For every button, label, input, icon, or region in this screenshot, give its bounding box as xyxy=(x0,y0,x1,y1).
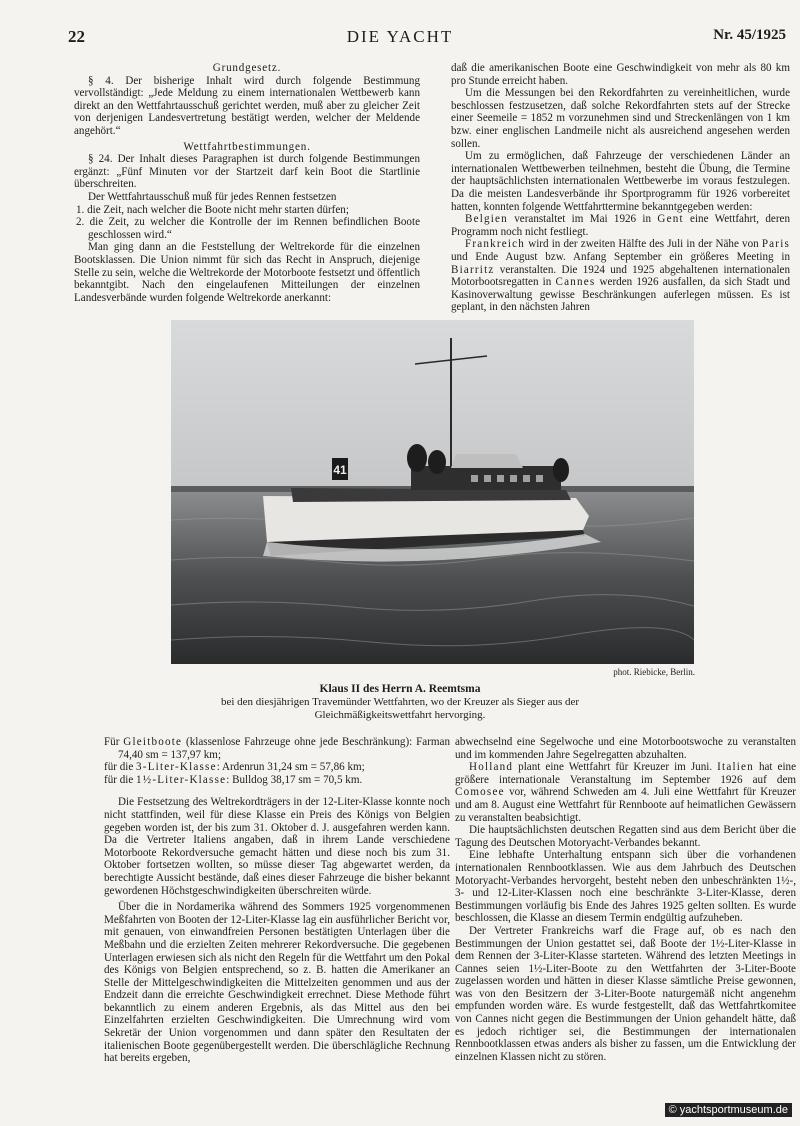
text-run: für die xyxy=(104,773,137,786)
paragraph: Der Vertreter Frankreichs warf die Frage auf, ob es nach den Bestimmungen der Union gestattet sei, daß Boote der 1½-Liter-Klasse in dem Rennen der 3-Liter-Klasse starteten. Während des letzten Meetings in Cannes seien 1½-Liter-Boote zu den Wettfahrten der 3-Liter-Boote zugelassen worden und hätten in dieser Klasse sämtliche Preise gewonnen, was von den Besitzern der 3-Liter-Boote naturgemäß nicht angenehm empfunden worden wäre. Es wurde festgestellt, daß das Wettfahrtkomitee von Cannes nicht gegen die Bestimmungen der Union gehandelt hätte, daß es jedoch richtiger sei, die Bestimmungen der internationalen Rennbootklassen etwas anders als bisher zu fassen, um die Entwicklung der einzelnen Klassen nicht zu stören. xyxy=(455,924,796,1063)
country-name: Belgien xyxy=(465,213,508,226)
city-name: Biarritz xyxy=(451,263,495,276)
column-top-right xyxy=(451,62,790,314)
city-name: Cannes xyxy=(555,276,596,289)
country-name: Frankreich xyxy=(465,238,526,251)
list-item: 1. die Zeit, nach welcher die Boote nicht mehr starten dürfen; xyxy=(76,203,349,216)
record-entry xyxy=(104,774,450,787)
paragraph: Die Festsetzung des Weltrekordträgers in der 12-Liter-Klasse konnte noch nicht stattfinden, weil für diese Klasse ein Preis des Königs von Belgien gegeben worden ist, der bis zum 31. Oktober d. J. ausgefahren werden kann. Da die Vertreter Italiens angaben, daß in ihrem Lande verschiedene Motorboote Rekordversuche gemacht hätten und diese noch bis zum 31. Oktober fortsetzen wollten, so müsse dieser Tag abgewartet werden, da berechtigte Aussicht bestände, daß eines dieser Fahrzeuge die bisher bekannt gewordenen Höchstgeschwindigkeiten überschreiten würde. xyxy=(104,796,450,897)
photo-credit: phot. Riebicke, Berlin. xyxy=(613,667,695,677)
city-name: Paris xyxy=(761,238,790,251)
country-name: Italien xyxy=(717,761,754,774)
class-name: 1½-Liter-Klasse xyxy=(136,773,227,786)
paragraph: § 24. Der Inhalt dieses Paragraphen ist durch folgende Bestimmungen ergänzt: „Fünf Minuten vor der Startzeit darf kein Boot die Startlinie überschreiten. xyxy=(74,153,420,191)
city-name: Gent xyxy=(657,213,684,226)
paragraph: Über die in Nordamerika während des Sommers 1925 vorgenommenen Meßfahrten von Booten der 12-Liter-Klasse lag ein ausführlicher Bericht vor, mit genauen, von einwandfreien Personen bestätigten Unterlagen über die Meßbahn und die erzielten Zeiten mehrerer Rekordversuche. Die gegebenen Unterlagen erwiesen sich als nicht den Regeln für die Wettfahrt um den Pokal des Königs von Belgien entsprechend, so z. B. hatten die Amerikaner an Stelle der Mittelgeschwindigkeiten die Mittelzeiten genommen und aus der Endzeit dann die erreichte Geschwindigkeit errechnet. Diese Methode führt bekanntlich zu einem anderen Ergebnis, als das Mittel aus den bei Einzelfahrten erzielten Geschwindigkeiten. Die Umrechnung wird vom Sekretär der Union vorgenommen und dann später den Resultaten der italienischen Boote gegenübergestellt werden. Die überschlägliche Rechnung hat bereits ergeben, xyxy=(104,901,450,1065)
lake-name: Comosee xyxy=(455,786,505,799)
boat-illustration xyxy=(171,320,694,664)
issue-number: Nr. 45/1925 xyxy=(713,27,786,43)
text-run: wird in der zweiten Hälfte des Juli in der Nähe von xyxy=(525,238,762,251)
paragraph: Eine lebhafte Unterhaltung entspann sich über die vorhandenen internationalen Rennbootklassen. Wie aus dem Jahrbuch des Deutschen Motoryacht-Verbandes hervorgeht, besteht neben den unbeschränkten 1½-, 3- und 12-Liter-Klassen noch eine beschränkte 3-Liter-Klasse, deren Bestimmungen vorläufig bis Ende des Jahres 1925 gelten sollten. Es wurde beschlossen, die Klasse an diesem Termin endgültig aufzuheben. xyxy=(455,849,796,925)
text-run: für die xyxy=(104,761,137,774)
paragraph: Um zu ermöglichen, daß Fahrzeuge der verschiedenen Länder an internationalen Wettbewerben teilnehmen, besteht die Übung, die Termine der hauptsächlichsten internationalen Wettbewerbe im voraus festzulegen. Da die meisten Landesverbände ihr Sportprogramm für 1926 vorbereitet hatten, konnten folgende Wettfahrttermine bekanntgegeben werden: xyxy=(451,150,790,213)
paragraph xyxy=(451,238,790,314)
paragraph: Die hauptsächlichsten deutschen Regatten sind aus dem Bericht über die Tagung des Deutschen Motoryacht-Verbandes bekannt. xyxy=(455,824,796,849)
text-run: und Ende August bzw. Anfang September ein größeres Meeting in xyxy=(451,250,790,263)
text-run: werden 1926 ausfallen, da sich Stadt und Kasinoverwaltung gewisse Beschränkungen auferlegen müssen. Es ist geplant, in den nächsten Jahren xyxy=(451,276,790,314)
paragraph: daß die amerikanischen Boote eine Geschwindigkeit von mehr als 80 km pro Stunde erreicht haben. xyxy=(451,62,790,87)
paragraph: § 4. Der bisherige Inhalt wird durch folgende Bestimmung vervollständigt: „Jede Meldung zu einem internationalen Wettbewerb kann direkt an den Wettfahrtausschuß gerichtet werden, muß aber zu gleicher Zeit von derjenigen Landesvertretung bestätigt werden, welcher der Meldende angehört.“ xyxy=(74,74,420,137)
text-run: veranstaltet im Mai 1926 in xyxy=(507,213,658,226)
column-top-left xyxy=(74,62,420,304)
record-entry xyxy=(104,761,450,774)
text-run: vor, während Schweden am 4. Juli eine Wettfahrt für Kreuzer und am 8. August eine Wettfahrt für Rennboote auf heimatlichen Gewässern zu veranstalten beabsichtigt. xyxy=(455,786,796,824)
text-run: eine Wettfahrt, deren Programm noch nicht festliegt. xyxy=(451,213,790,238)
journal-title: DIE YACHT xyxy=(346,27,454,46)
text-run: : Bulldog 38,17 sm = 70,5 km. xyxy=(226,773,363,786)
caption-line: Gleichmäßigkeitswettfahrt hervorging. xyxy=(314,709,486,721)
text-run: : Ardenrun 31,24 sm = 57,86 km; xyxy=(216,761,365,774)
record-entry xyxy=(104,736,450,761)
class-name: 3-Liter-Klasse xyxy=(136,761,217,774)
column-bottom-left xyxy=(104,736,450,1065)
text-run: Für xyxy=(104,736,124,748)
text-run: plant eine Wettfahrt für Kreuzer im Juni. xyxy=(513,761,718,774)
paragraph: abwechselnd eine Segelwoche und eine Motorbootswoche zu veranstalten und im kommenden Jahre Segelregatten abzuhalten. xyxy=(455,736,796,761)
section-heading: Wettfahrtbestimmungen. xyxy=(183,140,311,153)
text-run: (klassenlose Fahrzeuge ohne jede Beschränkung): Farman 74,40 sm = 137,97 km; xyxy=(118,736,451,761)
section-heading: Grundgesetz. xyxy=(212,62,282,74)
watermark: © yachtsportmuseum.de xyxy=(665,1103,792,1117)
caption-title: Klaus II des Herrn A. Reemtsma xyxy=(319,683,481,695)
text-run: veranstalten. Die 1924 und 1925 abgehaltenen internationalen Motorbootsregatten in xyxy=(451,263,790,289)
caption-line: bei den diesjährigen Travemünder Wettfahrten, wo der Kreuzer als Sieger aus der xyxy=(220,696,580,708)
column-bottom-right xyxy=(455,736,796,1063)
boat-photo xyxy=(171,320,694,664)
list-item: 2. die Zeit, zu welcher die Kontrolle der im Rennen befindlichen Boote geschlossen wird.“ xyxy=(76,216,420,241)
text-run: hat eine größere internationale Veranstaltung im September 1926 auf dem xyxy=(455,761,797,786)
paragraph xyxy=(451,213,790,238)
paragraph: Um die Messungen bei den Rekordfahrten zu vereinheitlichen, wurde beschlossen festzusetzen, daß solche Rekordfahrten stets auf der Strecke einer Seemeile = 1852 m vorzunehmen sind und Streckenlängen von 1 km bzw. einer englischen Landmeile nicht als ausreichend angesehen werden sollen. xyxy=(451,87,790,150)
race-number: 41 xyxy=(333,463,347,477)
paragraph xyxy=(455,761,796,824)
country-name: Holland xyxy=(469,761,514,774)
page-number: 22 xyxy=(68,27,85,46)
paragraph: Man ging dann an die Feststellung der Weltrekorde für die einzelnen Bootsklassen. Die Union nimmt für sich das Recht in Anspruch, diejenige Stelle zu sein, welche die Weltrekorde der Motorboote festsetzt und öffentlich bekanntgibt. Nach den eingelaufenen Mitteilungen der einzelnen Landesverbände wurden folgende Weltrekorde anerkannt: xyxy=(74,241,420,304)
paragraph: Der Wettfahrtausschuß muß für jedes Rennen festsetzen xyxy=(88,190,337,203)
class-name: Gleitboote xyxy=(123,736,183,748)
